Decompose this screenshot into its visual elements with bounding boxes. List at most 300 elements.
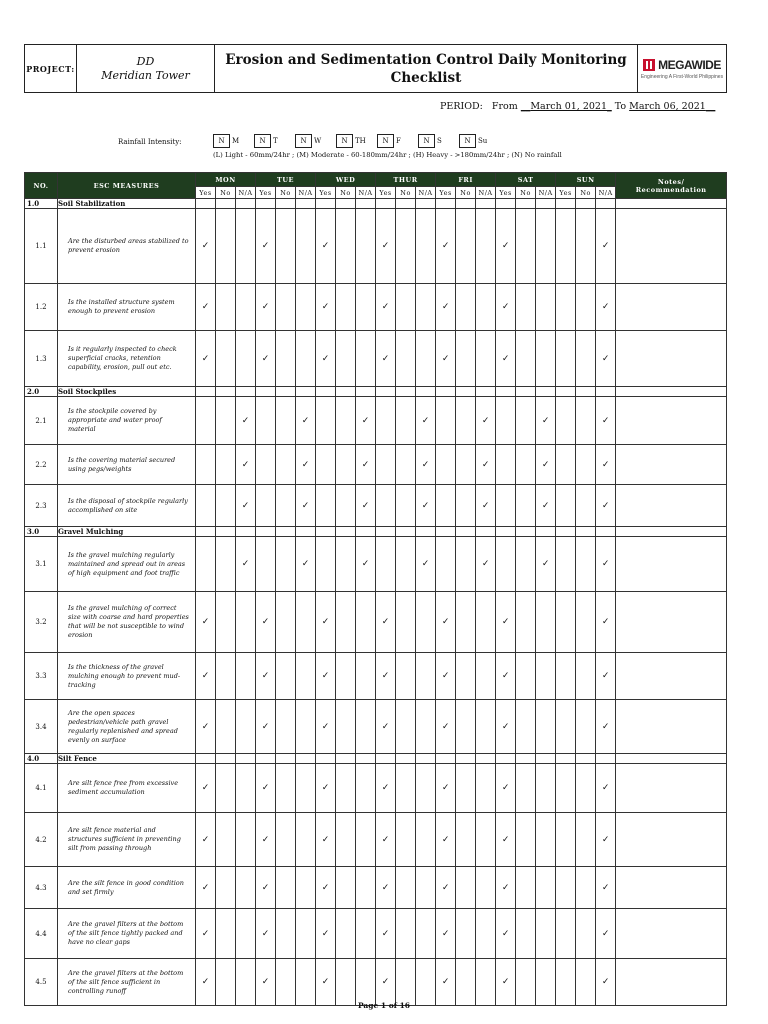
- check-cell-wed-no[interactable]: [336, 867, 356, 909]
- notes-cell[interactable]: [616, 959, 727, 1006]
- check-mark-icon[interactable]: ✓: [416, 485, 436, 527]
- check-cell-sun-yes[interactable]: [556, 764, 576, 813]
- check-cell-fri-no[interactable]: [456, 397, 476, 445]
- check-cell-sun-no[interactable]: [576, 959, 596, 1006]
- check-cell-wed-no[interactable]: [336, 700, 356, 754]
- check-mark-icon[interactable]: ✓: [596, 331, 616, 387]
- check-cell-sat-na[interactable]: [536, 209, 556, 284]
- check-cell-thur-no[interactable]: [396, 867, 416, 909]
- rainfall-box[interactable]: N: [295, 134, 312, 148]
- notes-cell[interactable]: [616, 867, 727, 909]
- check-mark-icon[interactable]: ✓: [436, 592, 456, 653]
- check-mark-icon[interactable]: ✓: [496, 813, 516, 867]
- check-cell-tue-no[interactable]: [276, 813, 296, 867]
- check-mark-icon[interactable]: ✓: [596, 909, 616, 959]
- check-cell-sat-no[interactable]: [516, 537, 536, 592]
- check-cell-sun-no[interactable]: [576, 537, 596, 592]
- check-cell-mon-no[interactable]: [216, 485, 236, 527]
- check-mark-icon[interactable]: ✓: [256, 592, 276, 653]
- check-cell-mon-yes[interactable]: [196, 445, 216, 485]
- check-mark-icon[interactable]: ✓: [496, 764, 516, 813]
- check-mark-icon[interactable]: ✓: [256, 909, 276, 959]
- check-cell-wed-no[interactable]: [336, 537, 356, 592]
- check-mark-icon[interactable]: ✓: [256, 867, 276, 909]
- check-cell-mon-na[interactable]: [236, 331, 256, 387]
- rainfall-box[interactable]: N: [377, 134, 394, 148]
- check-mark-icon[interactable]: ✓: [376, 592, 396, 653]
- check-cell-sat-no[interactable]: [516, 867, 536, 909]
- notes-cell[interactable]: [616, 397, 727, 445]
- check-cell-tue-no[interactable]: [276, 209, 296, 284]
- check-cell-tue-no[interactable]: [276, 592, 296, 653]
- check-mark-icon[interactable]: ✓: [196, 700, 216, 754]
- check-cell-wed-na[interactable]: [356, 592, 376, 653]
- check-cell-tue-yes[interactable]: [256, 445, 276, 485]
- check-cell-sat-no[interactable]: [516, 592, 536, 653]
- check-mark-icon[interactable]: ✓: [496, 592, 516, 653]
- check-cell-wed-no[interactable]: [336, 813, 356, 867]
- check-cell-sun-yes[interactable]: [556, 592, 576, 653]
- check-cell-wed-no[interactable]: [336, 284, 356, 331]
- check-mark-icon[interactable]: ✓: [496, 909, 516, 959]
- check-cell-sun-no[interactable]: [576, 592, 596, 653]
- check-cell-sun-no[interactable]: [576, 485, 596, 527]
- notes-cell[interactable]: [616, 485, 727, 527]
- check-cell-fri-no[interactable]: [456, 284, 476, 331]
- check-cell-mon-na[interactable]: [236, 592, 256, 653]
- check-mark-icon[interactable]: ✓: [196, 592, 216, 653]
- check-cell-wed-na[interactable]: [356, 764, 376, 813]
- check-cell-fri-no[interactable]: [456, 653, 476, 700]
- check-cell-sat-no[interactable]: [516, 909, 536, 959]
- check-mark-icon[interactable]: ✓: [376, 284, 396, 331]
- check-mark-icon[interactable]: ✓: [596, 653, 616, 700]
- check-cell-sat-no[interactable]: [516, 284, 536, 331]
- check-cell-fri-yes[interactable]: [436, 397, 456, 445]
- check-cell-sun-no[interactable]: [576, 209, 596, 284]
- check-cell-thur-na[interactable]: [416, 867, 436, 909]
- check-mark-icon[interactable]: ✓: [196, 867, 216, 909]
- check-cell-tue-na[interactable]: [296, 867, 316, 909]
- check-cell-wed-na[interactable]: [356, 653, 376, 700]
- check-cell-fri-no[interactable]: [456, 445, 476, 485]
- check-cell-sat-na[interactable]: [536, 959, 556, 1006]
- check-cell-wed-no[interactable]: [336, 331, 356, 387]
- check-mark-icon[interactable]: ✓: [196, 331, 216, 387]
- check-cell-sat-na[interactable]: [536, 764, 556, 813]
- check-mark-icon[interactable]: ✓: [296, 397, 316, 445]
- check-cell-mon-no[interactable]: [216, 909, 236, 959]
- check-cell-thur-na[interactable]: [416, 700, 436, 754]
- check-mark-icon[interactable]: ✓: [496, 284, 516, 331]
- check-mark-icon[interactable]: ✓: [316, 867, 336, 909]
- check-mark-icon[interactable]: ✓: [236, 485, 256, 527]
- check-cell-fri-na[interactable]: [476, 909, 496, 959]
- check-cell-sat-no[interactable]: [516, 700, 536, 754]
- notes-cell[interactable]: [616, 909, 727, 959]
- check-cell-thur-yes[interactable]: [376, 397, 396, 445]
- check-mark-icon[interactable]: ✓: [356, 397, 376, 445]
- check-cell-tue-no[interactable]: [276, 959, 296, 1006]
- check-mark-icon[interactable]: ✓: [496, 700, 516, 754]
- check-mark-icon[interactable]: ✓: [316, 331, 336, 387]
- check-cell-thur-no[interactable]: [396, 537, 416, 592]
- check-mark-icon[interactable]: ✓: [316, 653, 336, 700]
- check-cell-tue-no[interactable]: [276, 867, 296, 909]
- check-cell-wed-yes[interactable]: [316, 445, 336, 485]
- check-mark-icon[interactable]: ✓: [476, 537, 496, 592]
- rainfall-box[interactable]: N: [418, 134, 435, 148]
- check-cell-sat-no[interactable]: [516, 331, 536, 387]
- check-cell-thur-no[interactable]: [396, 700, 416, 754]
- check-cell-sun-yes[interactable]: [556, 959, 576, 1006]
- check-cell-fri-no[interactable]: [456, 331, 476, 387]
- check-cell-mon-no[interactable]: [216, 331, 236, 387]
- check-mark-icon[interactable]: ✓: [436, 959, 456, 1006]
- check-cell-mon-na[interactable]: [236, 867, 256, 909]
- check-mark-icon[interactable]: ✓: [256, 653, 276, 700]
- check-cell-fri-na[interactable]: [476, 592, 496, 653]
- check-cell-tue-no[interactable]: [276, 700, 296, 754]
- notes-cell[interactable]: [616, 700, 727, 754]
- check-cell-wed-na[interactable]: [356, 813, 376, 867]
- check-cell-sat-yes[interactable]: [496, 485, 516, 527]
- notes-cell[interactable]: [616, 537, 727, 592]
- notes-cell[interactable]: [616, 653, 727, 700]
- check-cell-sun-no[interactable]: [576, 909, 596, 959]
- check-mark-icon[interactable]: ✓: [416, 397, 436, 445]
- check-mark-icon[interactable]: ✓: [376, 959, 396, 1006]
- check-cell-sun-yes[interactable]: [556, 909, 576, 959]
- check-cell-wed-no[interactable]: [336, 485, 356, 527]
- check-mark-icon[interactable]: ✓: [596, 867, 616, 909]
- check-cell-thur-no[interactable]: [396, 653, 416, 700]
- check-cell-mon-na[interactable]: [236, 653, 256, 700]
- check-cell-mon-yes[interactable]: [196, 397, 216, 445]
- check-cell-fri-no[interactable]: [456, 764, 476, 813]
- check-cell-tue-na[interactable]: [296, 592, 316, 653]
- check-mark-icon[interactable]: ✓: [596, 209, 616, 284]
- check-cell-sun-no[interactable]: [576, 764, 596, 813]
- check-mark-icon[interactable]: ✓: [256, 209, 276, 284]
- check-cell-mon-na[interactable]: [236, 813, 256, 867]
- check-cell-wed-na[interactable]: [356, 959, 376, 1006]
- check-cell-fri-na[interactable]: [476, 700, 496, 754]
- check-cell-wed-na[interactable]: [356, 909, 376, 959]
- check-mark-icon[interactable]: ✓: [296, 537, 316, 592]
- check-cell-sun-yes[interactable]: [556, 284, 576, 331]
- check-cell-tue-no[interactable]: [276, 764, 296, 813]
- check-mark-icon[interactable]: ✓: [496, 331, 516, 387]
- check-cell-thur-na[interactable]: [416, 909, 436, 959]
- check-mark-icon[interactable]: ✓: [316, 959, 336, 1006]
- check-cell-tue-na[interactable]: [296, 813, 316, 867]
- check-cell-thur-na[interactable]: [416, 653, 436, 700]
- check-mark-icon[interactable]: ✓: [596, 397, 616, 445]
- check-cell-wed-yes[interactable]: [316, 397, 336, 445]
- check-mark-icon[interactable]: ✓: [316, 700, 336, 754]
- check-mark-icon[interactable]: ✓: [196, 813, 216, 867]
- check-cell-sat-na[interactable]: [536, 700, 556, 754]
- check-mark-icon[interactable]: ✓: [536, 397, 556, 445]
- check-cell-sun-yes[interactable]: [556, 445, 576, 485]
- check-cell-thur-na[interactable]: [416, 284, 436, 331]
- check-cell-wed-no[interactable]: [336, 397, 356, 445]
- check-cell-fri-yes[interactable]: [436, 537, 456, 592]
- check-cell-sun-yes[interactable]: [556, 331, 576, 387]
- check-cell-sat-no[interactable]: [516, 445, 536, 485]
- check-cell-sun-no[interactable]: [576, 867, 596, 909]
- check-cell-thur-na[interactable]: [416, 592, 436, 653]
- check-cell-tue-na[interactable]: [296, 209, 316, 284]
- notes-cell[interactable]: [616, 592, 727, 653]
- check-mark-icon[interactable]: ✓: [496, 867, 516, 909]
- check-cell-fri-no[interactable]: [456, 537, 476, 592]
- check-cell-sat-yes[interactable]: [496, 445, 516, 485]
- notes-cell[interactable]: [616, 813, 727, 867]
- check-mark-icon[interactable]: ✓: [436, 284, 456, 331]
- check-cell-mon-no[interactable]: [216, 867, 236, 909]
- check-cell-thur-yes[interactable]: [376, 537, 396, 592]
- check-mark-icon[interactable]: ✓: [256, 959, 276, 1006]
- check-cell-sun-yes[interactable]: [556, 485, 576, 527]
- check-cell-sun-no[interactable]: [576, 700, 596, 754]
- check-mark-icon[interactable]: ✓: [596, 592, 616, 653]
- check-cell-sat-no[interactable]: [516, 485, 536, 527]
- check-mark-icon[interactable]: ✓: [416, 445, 436, 485]
- check-mark-icon[interactable]: ✓: [376, 700, 396, 754]
- check-mark-icon[interactable]: ✓: [356, 445, 376, 485]
- check-mark-icon[interactable]: ✓: [376, 209, 396, 284]
- check-cell-sun-yes[interactable]: [556, 653, 576, 700]
- check-cell-wed-no[interactable]: [336, 592, 356, 653]
- check-cell-tue-no[interactable]: [276, 485, 296, 527]
- check-cell-wed-na[interactable]: [356, 700, 376, 754]
- check-mark-icon[interactable]: ✓: [376, 764, 396, 813]
- check-mark-icon[interactable]: ✓: [236, 445, 256, 485]
- check-mark-icon[interactable]: ✓: [256, 700, 276, 754]
- check-mark-icon[interactable]: ✓: [376, 813, 396, 867]
- check-cell-sun-yes[interactable]: [556, 537, 576, 592]
- check-cell-sun-yes[interactable]: [556, 700, 576, 754]
- check-mark-icon[interactable]: ✓: [596, 284, 616, 331]
- notes-cell[interactable]: [616, 284, 727, 331]
- check-mark-icon[interactable]: ✓: [316, 592, 336, 653]
- check-cell-tue-na[interactable]: [296, 700, 316, 754]
- check-cell-thur-no[interactable]: [396, 397, 416, 445]
- check-cell-mon-na[interactable]: [236, 764, 256, 813]
- check-cell-wed-na[interactable]: [356, 867, 376, 909]
- check-cell-sun-yes[interactable]: [556, 813, 576, 867]
- check-mark-icon[interactable]: ✓: [236, 537, 256, 592]
- check-cell-wed-na[interactable]: [356, 209, 376, 284]
- check-cell-mon-na[interactable]: [236, 284, 256, 331]
- check-mark-icon[interactable]: ✓: [316, 813, 336, 867]
- check-mark-icon[interactable]: ✓: [196, 284, 216, 331]
- check-mark-icon[interactable]: ✓: [296, 485, 316, 527]
- check-mark-icon[interactable]: ✓: [196, 959, 216, 1006]
- check-mark-icon[interactable]: ✓: [436, 909, 456, 959]
- check-cell-thur-na[interactable]: [416, 813, 436, 867]
- check-cell-tue-yes[interactable]: [256, 397, 276, 445]
- check-mark-icon[interactable]: ✓: [596, 537, 616, 592]
- check-cell-sat-yes[interactable]: [496, 537, 516, 592]
- check-cell-tue-na[interactable]: [296, 331, 316, 387]
- check-cell-thur-no[interactable]: [396, 764, 416, 813]
- check-cell-tue-no[interactable]: [276, 445, 296, 485]
- check-cell-tue-no[interactable]: [276, 537, 296, 592]
- check-cell-sun-yes[interactable]: [556, 397, 576, 445]
- check-mark-icon[interactable]: ✓: [256, 764, 276, 813]
- check-mark-icon[interactable]: ✓: [496, 209, 516, 284]
- check-cell-fri-no[interactable]: [456, 909, 476, 959]
- check-mark-icon[interactable]: ✓: [596, 959, 616, 1006]
- check-cell-mon-no[interactable]: [216, 653, 236, 700]
- check-cell-fri-na[interactable]: [476, 284, 496, 331]
- check-mark-icon[interactable]: ✓: [596, 764, 616, 813]
- check-cell-fri-na[interactable]: [476, 331, 496, 387]
- check-cell-fri-yes[interactable]: [436, 445, 456, 485]
- check-mark-icon[interactable]: ✓: [596, 485, 616, 527]
- check-cell-sat-na[interactable]: [536, 813, 556, 867]
- check-cell-sun-no[interactable]: [576, 445, 596, 485]
- check-cell-wed-no[interactable]: [336, 653, 356, 700]
- check-cell-tue-no[interactable]: [276, 331, 296, 387]
- check-mark-icon[interactable]: ✓: [376, 909, 396, 959]
- check-cell-fri-no[interactable]: [456, 700, 476, 754]
- check-cell-sat-na[interactable]: [536, 592, 556, 653]
- check-cell-sat-na[interactable]: [536, 331, 556, 387]
- check-cell-sat-no[interactable]: [516, 653, 536, 700]
- check-cell-thur-no[interactable]: [396, 331, 416, 387]
- check-cell-sun-yes[interactable]: [556, 867, 576, 909]
- check-cell-mon-no[interactable]: [216, 959, 236, 1006]
- check-cell-fri-na[interactable]: [476, 653, 496, 700]
- check-cell-mon-no[interactable]: [216, 445, 236, 485]
- notes-cell[interactable]: [616, 209, 727, 284]
- check-mark-icon[interactable]: ✓: [356, 537, 376, 592]
- check-cell-fri-na[interactable]: [476, 867, 496, 909]
- check-cell-sat-na[interactable]: [536, 284, 556, 331]
- check-cell-wed-no[interactable]: [336, 445, 356, 485]
- check-cell-thur-na[interactable]: [416, 764, 436, 813]
- check-mark-icon[interactable]: ✓: [596, 445, 616, 485]
- check-cell-wed-na[interactable]: [356, 331, 376, 387]
- check-mark-icon[interactable]: ✓: [496, 653, 516, 700]
- check-cell-fri-na[interactable]: [476, 813, 496, 867]
- check-mark-icon[interactable]: ✓: [376, 653, 396, 700]
- check-cell-sat-na[interactable]: [536, 867, 556, 909]
- notes-cell[interactable]: [616, 445, 727, 485]
- check-cell-sun-no[interactable]: [576, 331, 596, 387]
- period-from-value[interactable]: __March 01, 2021_: [520, 101, 612, 112]
- check-cell-mon-no[interactable]: [216, 284, 236, 331]
- check-cell-mon-na[interactable]: [236, 700, 256, 754]
- rainfall-box[interactable]: N: [336, 134, 353, 148]
- notes-cell[interactable]: [616, 764, 727, 813]
- check-cell-mon-no[interactable]: [216, 592, 236, 653]
- check-cell-thur-yes[interactable]: [376, 485, 396, 527]
- check-cell-tue-na[interactable]: [296, 909, 316, 959]
- check-cell-tue-no[interactable]: [276, 653, 296, 700]
- check-cell-thur-no[interactable]: [396, 445, 416, 485]
- check-cell-sat-no[interactable]: [516, 397, 536, 445]
- check-cell-fri-no[interactable]: [456, 813, 476, 867]
- check-cell-wed-no[interactable]: [336, 909, 356, 959]
- check-cell-thur-yes[interactable]: [376, 445, 396, 485]
- check-cell-mon-no[interactable]: [216, 537, 236, 592]
- check-cell-tue-na[interactable]: [296, 653, 316, 700]
- check-mark-icon[interactable]: ✓: [496, 959, 516, 1006]
- check-cell-mon-no[interactable]: [216, 397, 236, 445]
- check-cell-fri-no[interactable]: [456, 209, 476, 284]
- check-mark-icon[interactable]: ✓: [256, 331, 276, 387]
- check-cell-wed-yes[interactable]: [316, 485, 336, 527]
- check-cell-wed-na[interactable]: [356, 284, 376, 331]
- check-cell-sun-no[interactable]: [576, 813, 596, 867]
- check-cell-fri-na[interactable]: [476, 764, 496, 813]
- check-mark-icon[interactable]: ✓: [596, 813, 616, 867]
- check-cell-thur-no[interactable]: [396, 959, 416, 1006]
- check-cell-sat-no[interactable]: [516, 764, 536, 813]
- check-cell-fri-yes[interactable]: [436, 485, 456, 527]
- check-cell-sat-no[interactable]: [516, 209, 536, 284]
- check-mark-icon[interactable]: ✓: [416, 537, 436, 592]
- check-cell-sat-na[interactable]: [536, 653, 556, 700]
- check-cell-mon-na[interactable]: [236, 909, 256, 959]
- check-mark-icon[interactable]: ✓: [436, 653, 456, 700]
- check-mark-icon[interactable]: ✓: [376, 331, 396, 387]
- check-mark-icon[interactable]: ✓: [316, 284, 336, 331]
- check-cell-tue-no[interactable]: [276, 397, 296, 445]
- check-cell-thur-no[interactable]: [396, 209, 416, 284]
- check-cell-sat-no[interactable]: [516, 959, 536, 1006]
- check-cell-fri-na[interactable]: [476, 209, 496, 284]
- check-mark-icon[interactable]: ✓: [316, 764, 336, 813]
- rainfall-box[interactable]: N: [254, 134, 271, 148]
- check-cell-tue-no[interactable]: [276, 909, 296, 959]
- check-cell-tue-yes[interactable]: [256, 537, 276, 592]
- rainfall-box[interactable]: N: [459, 134, 476, 148]
- check-cell-thur-no[interactable]: [396, 592, 416, 653]
- check-mark-icon[interactable]: ✓: [436, 764, 456, 813]
- check-cell-sun-yes[interactable]: [556, 209, 576, 284]
- check-cell-mon-no[interactable]: [216, 209, 236, 284]
- check-mark-icon[interactable]: ✓: [536, 485, 556, 527]
- check-cell-tue-na[interactable]: [296, 764, 316, 813]
- check-cell-sat-no[interactable]: [516, 813, 536, 867]
- check-mark-icon[interactable]: ✓: [196, 764, 216, 813]
- check-mark-icon[interactable]: ✓: [256, 284, 276, 331]
- check-cell-sun-no[interactable]: [576, 653, 596, 700]
- check-mark-icon[interactable]: ✓: [376, 867, 396, 909]
- check-cell-sat-na[interactable]: [536, 909, 556, 959]
- check-cell-wed-no[interactable]: [336, 764, 356, 813]
- check-cell-thur-no[interactable]: [396, 284, 416, 331]
- check-mark-icon[interactable]: ✓: [316, 909, 336, 959]
- check-cell-tue-na[interactable]: [296, 284, 316, 331]
- check-cell-mon-na[interactable]: [236, 209, 256, 284]
- check-cell-fri-no[interactable]: [456, 592, 476, 653]
- check-cell-mon-no[interactable]: [216, 813, 236, 867]
- check-cell-fri-no[interactable]: [456, 485, 476, 527]
- check-mark-icon[interactable]: ✓: [476, 485, 496, 527]
- check-cell-mon-yes[interactable]: [196, 537, 216, 592]
- check-cell-wed-yes[interactable]: [316, 537, 336, 592]
- check-cell-sun-no[interactable]: [576, 284, 596, 331]
- check-cell-tue-yes[interactable]: [256, 485, 276, 527]
- check-cell-thur-na[interactable]: [416, 959, 436, 1006]
